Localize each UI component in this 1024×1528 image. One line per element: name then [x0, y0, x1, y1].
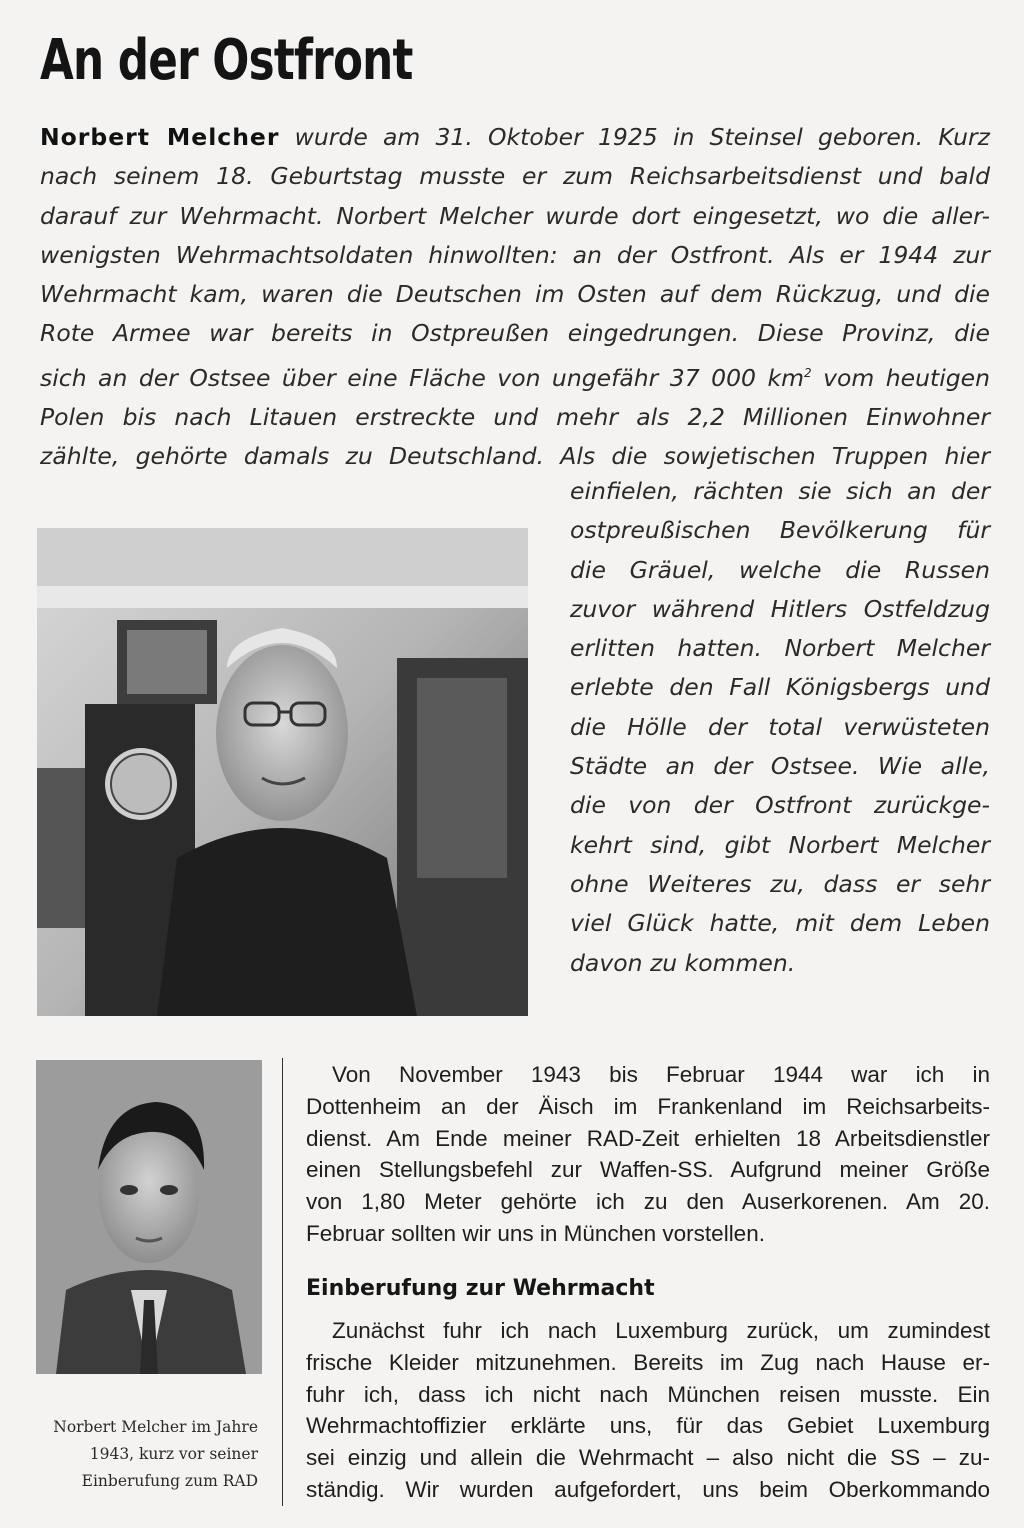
intro-line: viel Glück hatte, mit dem Leben	[570, 909, 990, 938]
body-paragraph-2	[306, 1315, 990, 1506]
intro-line: erlebte den Fall Königsbergs und	[570, 673, 990, 702]
caption-line: 1943, kurz vor seiner	[89, 1445, 258, 1463]
intro-line: die von der Ostfront zurückge-	[570, 791, 990, 820]
intro-line: die Gräuel, welche die Russen	[570, 555, 990, 584]
intro-line: erlitten hatten. Norbert Melcher	[570, 634, 990, 663]
intro-line	[40, 354, 990, 398]
intro-line-text: sich an der Ostsee über eine Fläche von ungefähr 37 000 km	[40, 363, 804, 392]
body-line: Dottenheim an der Äisch im Frankenland im Reichsarbeits-	[306, 1093, 990, 1119]
body-paragraph-1	[306, 1059, 990, 1250]
caption-line: Norbert Melcher im Jahre	[53, 1418, 258, 1436]
superscript: 2	[803, 365, 812, 380]
body-line: dienst. Am Ende meiner RAD-Zeit erhielten 18 Arbeitsdienstler	[306, 1125, 990, 1151]
body-line: Wehrmachtoffizier erklärte uns, für das Gebiet Luxemburg	[306, 1413, 990, 1439]
body-line: Von November 1943 bis Februar 1944 war ich in	[332, 1062, 990, 1087]
intro-line-text: wurde am 31. Oktober 1925 in Steinsel geboren. Kurz	[279, 123, 990, 151]
column-divider	[282, 1058, 283, 1506]
intro-line: zählte, gehörte damals zu Deutschland. Als die sowjetischen Truppen hier	[40, 442, 990, 471]
body-line: Februar sollten wir uns in München vorstellen.	[306, 1220, 765, 1246]
intro-line: zuvor während Hitlers Ostfeldzug	[570, 594, 990, 623]
intro-line: ohne Weiteres zu, dass er sehr	[570, 869, 990, 898]
body-line: von 1,80 Meter gehörte ich zu den Auserkorenen. Am 20.	[306, 1189, 990, 1215]
intro-line: kehrt sind, gibt Norbert Melcher	[570, 830, 990, 859]
intro-line: Rote Armee war bereits in Ostpreußen eingedrungen. Diese Provinz, die	[40, 319, 990, 348]
body-line: frische Kleider mitzunehmen. Bereits im Zug nach Hause er-	[306, 1349, 990, 1375]
intro-line: Städte an der Ostsee. Wie alle,	[570, 752, 990, 781]
portrait-young-image	[36, 1060, 262, 1374]
intro-paragraph-continued	[570, 472, 990, 983]
intro-line: wenigsten Wehrmachtsoldaten hinwollten: an der Ostfront. Als er 1944 zur	[40, 240, 990, 269]
intro-line: darauf zur Wehrmacht. Norbert Melcher wurde dort eingesetzt, wo die aller-	[40, 201, 990, 230]
intro-line: Wehrmacht kam, waren die Deutschen im Osten auf dem Rückzug, und die	[40, 280, 990, 309]
intro-line-text: vom heutigen	[811, 363, 990, 392]
body-line: fuhr ich, dass ich nicht nach München reisen musste. Ein	[306, 1381, 990, 1407]
intro-paragraph	[40, 118, 990, 477]
lead-name: Norbert Melcher	[40, 123, 280, 151]
intro-line: nach seinem 18. Geburtstag musste er zum Reichsarbeitsdienst und bald	[40, 162, 990, 191]
body-line: einen Stellungsbefehl zur Waffen-SS. Aufgrund meiner Größe	[306, 1157, 990, 1183]
portrait-photo-elderly	[37, 528, 528, 1016]
photo-caption	[36, 1414, 258, 1495]
portrait-photo-young	[36, 1060, 262, 1374]
body-line: Zunächst fuhr ich nach Luxemburg zurück, um zumindest	[332, 1318, 990, 1343]
intro-line: ostpreußischen Bevölkerung für	[570, 516, 990, 545]
intro-line: Polen bis nach Litauen erstreckte und mehr als 2,2 Millionen Einwohner	[40, 402, 990, 431]
intro-line	[40, 118, 990, 157]
intro-line: einfielen, rächten sie sich an der	[570, 477, 990, 505]
body-line: ständig. Wir wurden aufgefordert, uns beim Oberkommando	[306, 1476, 990, 1502]
caption-line: Einberufung zum RAD	[81, 1472, 258, 1490]
page-title: An der Ostfront	[40, 28, 413, 93]
intro-line: die Hölle der total verwüsteten	[570, 712, 990, 741]
section-heading: Einberufung zur Wehrmacht	[306, 1276, 655, 1301]
portrait-elderly-image	[37, 528, 528, 1016]
body-line: sei einzig und allein die Wehrmacht – also nicht die SS – zu-	[306, 1445, 990, 1471]
intro-line: davon zu kommen.	[570, 948, 796, 977]
